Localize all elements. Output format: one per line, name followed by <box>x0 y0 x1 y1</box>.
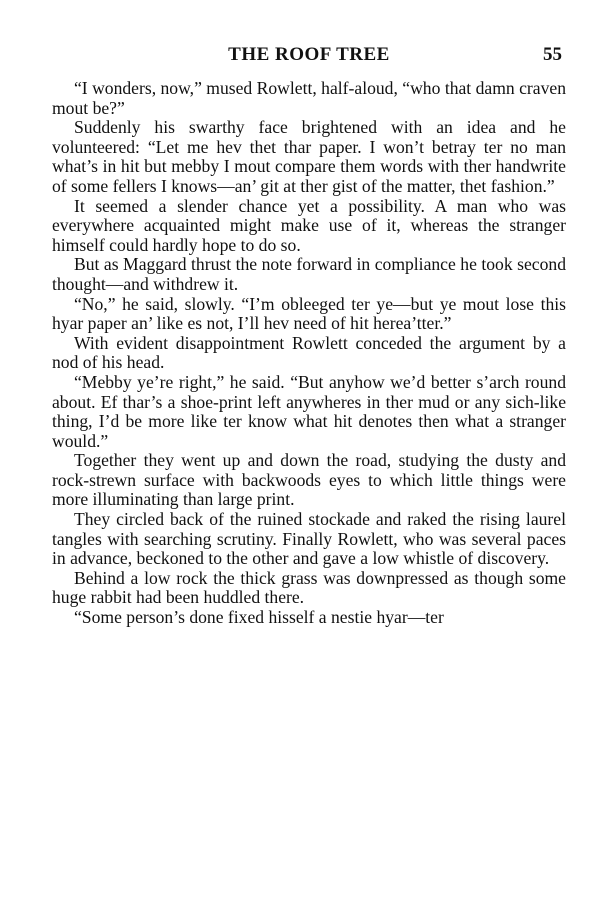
paragraph: “I wonders, now,” mused Rowlett, half-aloud, “who that damn craven mout be?” <box>52 78 566 118</box>
body-text <box>52 79 566 628</box>
paragraph: Suddenly his swarthy face brightened with an idea and he volunteered: “Let me hev thet thar paper. I won’t betray ter no man what’s in hit but mebby I mout compare them words with ther handwrite of some fellers I knows—an’ git at ther gist of the matter, thet fashion.” <box>52 117 566 196</box>
paragraph: With evident disappointment Rowlett conceded the argument by a nod of his head. <box>52 332 566 373</box>
paragraph: Together they went up and down the road, studying the dusty and rock-strewn surface with backwoods eyes to which little things were more illuminating than large print. <box>52 450 566 510</box>
paragraph: They circled back of the ruined stockade and raked the rising laurel tangles with searching scrutiny. Finally Rowlett, who was several paces in advance, beckoned to the other and gave a low whistle of discovery. <box>52 509 566 569</box>
paragraph: “Some person’s done fixed hisself a nestie hyar—ter <box>74 607 444 628</box>
running-head <box>54 44 564 68</box>
paragraph: It seemed a slender chance yet a possibility. A man who was everywhere acquainted might make use of it, whereas the stranger himself could hardly hope to do so. <box>52 195 566 255</box>
paragraph: But as Maggard thrust the note forward in compliance he took second thought—and withdrew it. <box>52 254 566 294</box>
page-number: 55 <box>543 44 562 65</box>
paragraph: “Mebby ye’re right,” he said. “But anyhow we’d better s’arch round about. Ef thar’s a shoe-print left anywheres in ther mud or any sich-like thing, I’d be more like ter know what hit denotes then what a stranger would.” <box>52 371 566 451</box>
running-title: THE ROOF TREE <box>228 44 390 65</box>
paragraph: “No,” he said, slowly. “I’m obleeged ter ye—but ye mout lose this hyar paper an’ like es not, I’ll hev need of hit herea’tter.” <box>52 293 566 334</box>
paragraph: Behind a low rock the thick grass was downpressed as though some huge rabbit had been huddled there. <box>52 567 566 608</box>
